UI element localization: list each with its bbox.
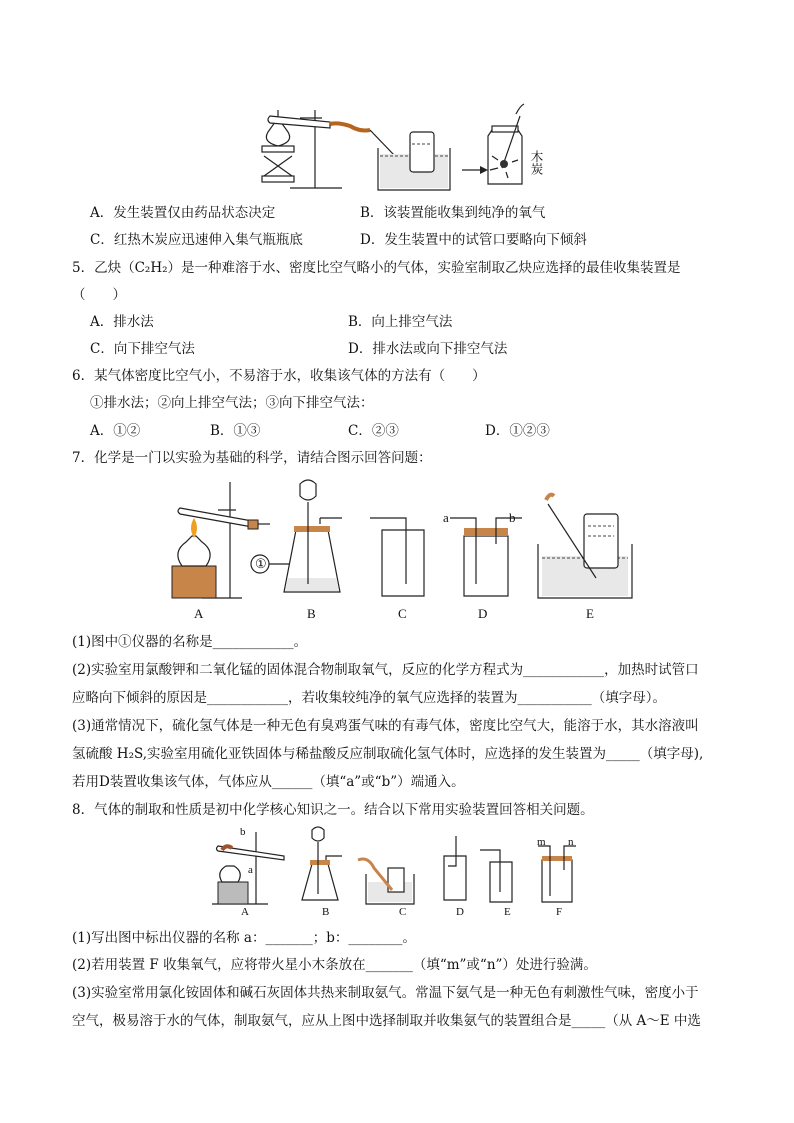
q8-label-D: D bbox=[456, 906, 464, 918]
q7-stem: 7．化学是一门以实验为基础的科学，请结合图示回答问题： bbox=[72, 450, 432, 466]
q8-label-b-instrument: b bbox=[240, 826, 246, 838]
q5-option-b: B．向上排空气法 bbox=[348, 314, 453, 330]
q5-option-c: C．向下排空气法 bbox=[90, 341, 195, 357]
q5-stem: 5．乙炔（C₂H₂）是一种难溶于水、密度比空气略小的气体，实验室制取乙炔应选择的最佳收集装置是 bbox=[72, 260, 681, 276]
q8-stem: 8．气体的制取和性质是初中化学核心知识之一。结合以下常用实验装置回答相关问题。 bbox=[72, 802, 594, 818]
q6-stem: 6．某气体密度比空气小，不易溶于水，收集该气体的方法有（ ） bbox=[72, 368, 486, 384]
q5-option-d: D．排水法或向下排空气法 bbox=[348, 341, 508, 357]
q8-apparatus-figure bbox=[208, 826, 588, 908]
q7-line-4: (3)通常情况下，硫化氢气体是一种无色有臭鸡蛋气味的有毒气体，密度比空气大，能溶于水，其水溶液叫 bbox=[72, 718, 699, 734]
q8-label-a-instrument: a bbox=[248, 864, 253, 876]
q7-label-a-port: a bbox=[443, 510, 449, 525]
q4-option-d: D．发生装置中的试管口要略向下倾斜 bbox=[360, 232, 587, 248]
q8-line-1: (1)写出图中标出仪器的名称 a：_______；b：________。 bbox=[72, 930, 416, 946]
q6-option-d: D．①②③ bbox=[485, 423, 550, 439]
q8-label-B: B bbox=[322, 906, 330, 918]
q7-label-D: D bbox=[478, 606, 488, 621]
q7-line-6: 若用D装置收集该气体，气体应从______（填“a”或“b”）端通入。 bbox=[72, 774, 465, 790]
q7-line-3: 应略向下倾斜的原因是____________，若收集较纯净的氧气应选择的装置为___________（填字母）。 bbox=[72, 690, 666, 706]
q6-methods: ①排水法；②向上排空气法；③向下排空气法： bbox=[90, 395, 374, 411]
q6-option-a: A．①② bbox=[90, 423, 141, 439]
q7-line-1: (1)图中①仪器的名称是____________。 bbox=[72, 634, 308, 650]
q8-label-A: A bbox=[241, 906, 249, 918]
q8-label-F: F bbox=[556, 906, 563, 918]
q5-option-a: A．排水法 bbox=[90, 314, 154, 330]
q8-line-4: 空气，极易溶于水的气体，制取氨气，应从上图中选择制取并收集氨气的装置组合是_____（从 A～E 中选 bbox=[72, 1013, 701, 1029]
q5-paren: （ ） bbox=[72, 287, 126, 303]
q7-label-E: E bbox=[586, 606, 594, 621]
q7-line-2: (2)实验室用氯酸钾和二氧化锰的固体混合物制取氧气，反应的化学方程式为____________，加热时试管口 bbox=[72, 662, 699, 678]
q7-label-A: A bbox=[194, 606, 204, 621]
q8-label-C: C bbox=[399, 906, 407, 918]
q8-line-3: (3)实验室常用氯化铵固体和碱石灰固体共热来制取氨气。常温下氨气是一种无色有刺激性气味，密度小于 bbox=[72, 985, 699, 1001]
q8-label-n-port: n bbox=[568, 836, 574, 848]
q7-apparatus-figure bbox=[150, 474, 650, 606]
q8-label-m-port: m bbox=[537, 836, 546, 848]
q7-label-B: B bbox=[307, 606, 316, 621]
q4-option-b: B．该装置能收集到纯净的氧气 bbox=[360, 205, 546, 221]
q7-circle-label: ① bbox=[255, 556, 267, 571]
q4-option-c: C．红热木炭应迅速伸入集气瓶瓶底 bbox=[90, 232, 303, 248]
q7-line-5: 氢硫酸 H₂S,实验室用硫化亚铁固体与稀盐酸反应制取硫化氢气体时，应选择的发生装置为_____（填字母), bbox=[72, 746, 704, 762]
q4-figure-label: 木炭 bbox=[529, 150, 543, 175]
q4-apparatus-figure bbox=[230, 96, 550, 198]
q6-option-b: B．①③ bbox=[210, 423, 261, 439]
q8-line-2: (2)若用装置 F 收集氧气，应将带火星小木条放在_______（填“m”或“n”）处进行验满。 bbox=[72, 957, 597, 973]
q6-option-c: C．②③ bbox=[348, 423, 399, 439]
q8-label-E: E bbox=[504, 906, 511, 918]
q7-label-b-port: b bbox=[509, 510, 516, 525]
q7-label-C: C bbox=[398, 606, 407, 621]
q4-option-a: A．发生装置仅由药品状态决定 bbox=[90, 205, 276, 221]
